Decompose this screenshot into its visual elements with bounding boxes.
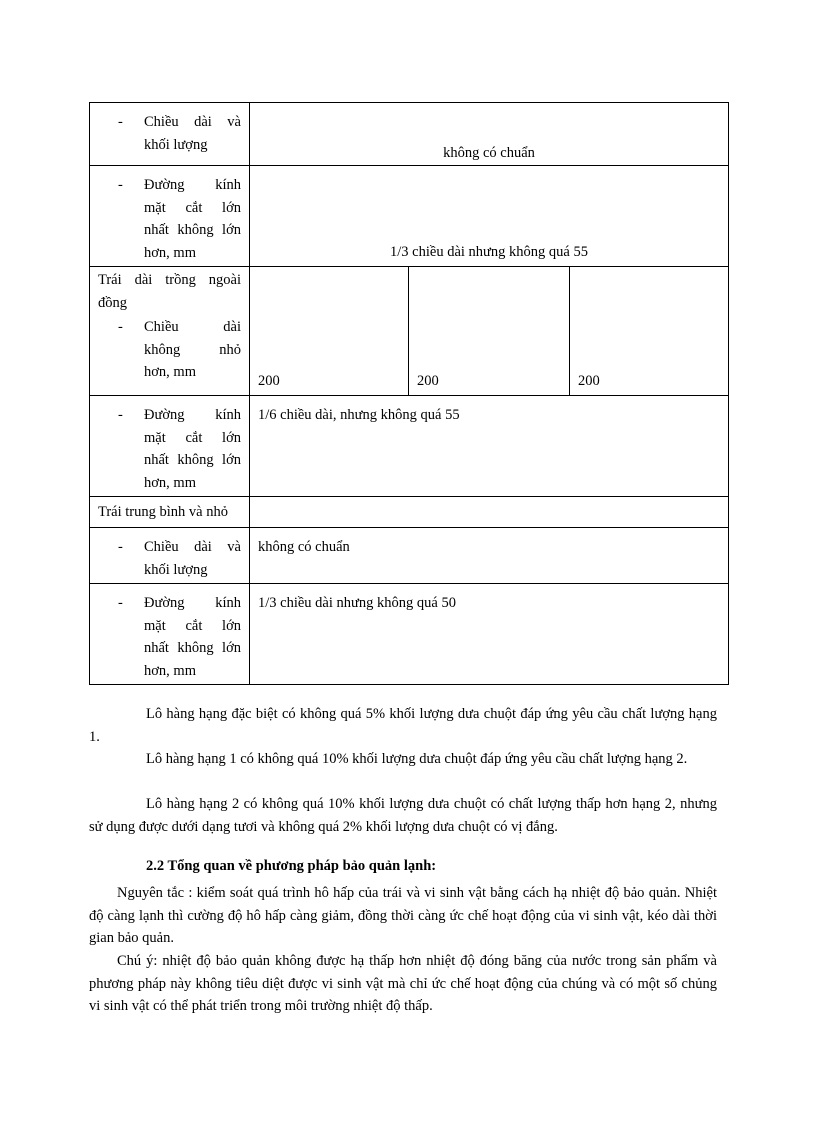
table-row bbox=[90, 497, 729, 528]
paragraph: Nguyên tắc : kiểm soát quá trình hô hấp của trái và vi sinh vật bằng cách hạ nhiệt độ bảo quản. Nhiệt độ càng lạnh thì cường độ hô hấp càng giảm, đồng thời càng ức chế hoạt động của vi sinh vật, kéo dài thời gian bảo quản. bbox=[89, 885, 717, 946]
row-label: - Đường kính mặt cắt lớn nhất không lớn hơn, mm bbox=[90, 166, 250, 267]
paragraph: Lô hàng hạng đặc biệt có không quá 5% khối lượng dưa chuột đáp ứng yêu cầu chất lượng hạng 1. bbox=[89, 706, 717, 745]
row-value bbox=[250, 497, 729, 528]
row-value: 200 bbox=[570, 267, 729, 396]
table-row bbox=[90, 166, 729, 267]
row-label: - Đường kính mặt cắt lớn nhất không lớn hơn, mm bbox=[90, 396, 250, 497]
spec-table bbox=[89, 102, 729, 685]
row-value: 1/3 chiều dài nhưng không quá 55 bbox=[250, 166, 729, 267]
paragraph: Chú ý: nhiệt độ bảo quản không được hạ thấp hơn nhiệt độ đóng băng của nước trong sản phẩm và phương pháp này không tiêu diệt được vi sinh vật mà chỉ ức chế hoạt động của chúng và có một số chủng vi sinh vật có thể phát triển trong môi trường nhiệt độ thấp. bbox=[89, 953, 717, 1014]
row-value: 1/6 chiều dài, nhưng không quá 55 bbox=[250, 396, 729, 497]
table-row bbox=[90, 103, 729, 166]
paragraph: Lô hàng hạng 1 có không quá 10% khối lượng dưa chuột đáp ứng yêu cầu chất lượng hạng 2. bbox=[146, 751, 688, 767]
row-label: Trái trung bình và nhỏ bbox=[90, 497, 250, 528]
row-value: 200 bbox=[409, 267, 570, 396]
row-label: - Đường kính mặt cắt lớn nhất không lớn hơn, mm bbox=[90, 584, 250, 685]
table-row bbox=[90, 584, 729, 685]
table-row bbox=[90, 267, 729, 396]
row-value: không có chuẩn bbox=[250, 528, 729, 584]
row-label: - Chiều dài và khối lượng bbox=[90, 103, 250, 166]
section-heading: 2.2 Tổng quan về phương pháp bảo quản lạnh: bbox=[146, 858, 437, 874]
row-value: 200 bbox=[250, 267, 409, 396]
table-row bbox=[90, 396, 729, 497]
row-label: Trái dài trồng ngoài đồng - Chiều dài không nhỏ hơn, mm bbox=[90, 267, 250, 396]
row-value: 1/3 chiều dài nhưng không quá 50 bbox=[250, 584, 729, 685]
row-label: - Chiều dài và khối lượng bbox=[90, 528, 250, 584]
row-value: không có chuẩn bbox=[250, 103, 729, 166]
paragraph: Lô hàng hạng 2 có không quá 10% khối lượng dưa chuột có chất lượng thấp hơn hạng 2, nhưng sử dụng được dưới dạng tươi và không quá 2% khối lượng dưa chuột có vị đắng. bbox=[89, 796, 717, 835]
table-row bbox=[90, 528, 729, 584]
